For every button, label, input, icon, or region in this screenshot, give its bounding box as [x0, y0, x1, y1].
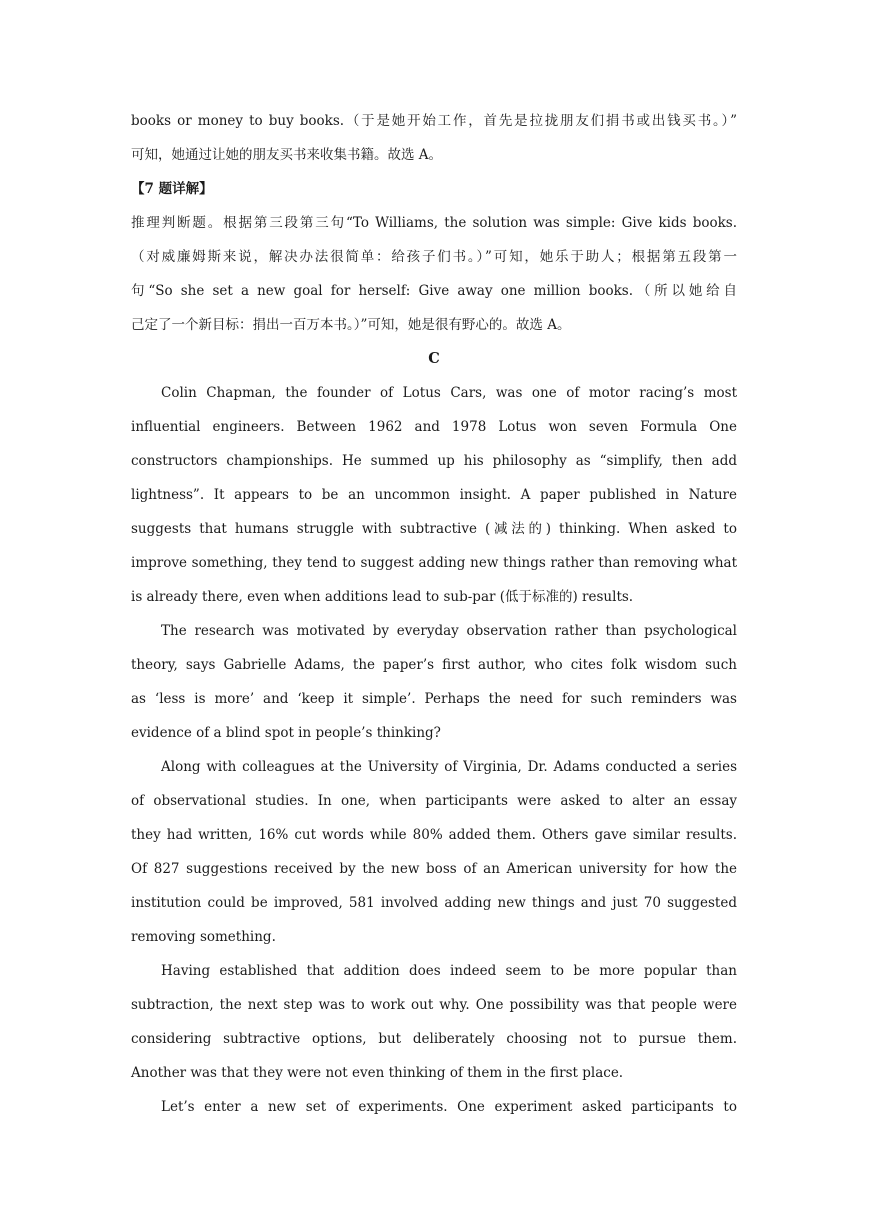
text-line: Another was that they were not even thinking of them in the first place. — [131, 1065, 624, 1081]
text-line: they had written, 16% cut words while 80% added them. Others gave similar results. — [131, 827, 737, 843]
paragraph — [131, 954, 737, 1090]
text-line: books or money to buy books.（于是她开始工作，首先是拉拢朋友们捐书或出钱买书。）” — [131, 113, 737, 129]
text-line: subtraction, the next step was to work out why. One possibility was that people were — [131, 997, 737, 1013]
text-line: removing something. — [131, 929, 276, 945]
text-line: Having established that addition does indeed seem to be more popular than — [161, 963, 737, 979]
text-line: 句“So she set a new goal for herself: Give away one million books.（所以她给自 — [131, 283, 737, 299]
text-line: influential engineers. Between 1962 and 1978 Lotus won seven Formula One — [131, 419, 737, 435]
text-line: suggests that humans struggle with subtractive (减法的) thinking. When asked to — [131, 521, 737, 537]
text-line: 推理判断题。根据第三段第三句“To Williams, the solution was simple: Give kids books. — [131, 215, 737, 231]
text-line: of observational studies. In one, when participants were asked to alter an essay — [131, 793, 737, 809]
paragraph — [131, 376, 737, 614]
text-line: 可知，她通过让她的朋友买书来收集书籍。故选 A。 — [131, 147, 443, 163]
text-line: is already there, even when additions lead to sub-par (低于标准的) results. — [131, 589, 634, 605]
text-line: improve something, they tend to suggest adding new things rather than removing what — [131, 555, 737, 571]
text-line: Let’s enter a new set of experiments. One experiment asked participants to — [161, 1099, 737, 1115]
answer-block-7 — [131, 172, 737, 342]
text-line: theory, says Gabrielle Adams, the paper’s first author, who cites folk wisdom such — [131, 657, 737, 673]
text-line: Colin Chapman, the founder of Lotus Cars, was one of motor racing’s most — [161, 385, 737, 401]
text-line: lightness”. It appears to be an uncommon insight. A paper published in Nature — [131, 487, 737, 503]
text-line: Along with colleagues at the University of Virginia, Dr. Adams conducted a series — [161, 759, 737, 775]
question-7-title: 【7 题详解】 — [131, 181, 213, 197]
paragraph — [131, 1090, 737, 1124]
text-line: Of 827 suggestions received by the new boss of an American university for how the — [131, 861, 737, 877]
paragraph — [131, 614, 737, 750]
text-line: evidence of a blind spot in people’s thinking? — [131, 725, 441, 741]
text-line: The research was motivated by everyday observation rather than psychological — [161, 623, 737, 639]
document-page — [131, 104, 737, 1124]
text-line: institution could be improved, 581 involved adding new things and just 70 suggested — [131, 895, 737, 911]
text-line: （对威廉姆斯来说，解决办法很简单：给孩子们书。）”可知，她乐于助人；根据第五段第一 — [131, 249, 737, 265]
answer-block-6 — [131, 104, 737, 172]
paragraph — [131, 750, 737, 954]
passage-c — [131, 342, 737, 1124]
text-line: considering subtractive options, but deliberately choosing not to pursue them. — [131, 1031, 737, 1047]
text-line: as ‘less is more’ and ‘keep it simple’. Perhaps the need for such reminders was — [131, 691, 737, 707]
text-line: 己定了一个新目标：捐出一百万本书。）”可知，她是很有野心的。故选 A。 — [131, 317, 571, 333]
text-line: constructors championships. He summed up his philosophy as “simplify, then add — [131, 453, 737, 469]
section-heading: C — [428, 350, 440, 367]
